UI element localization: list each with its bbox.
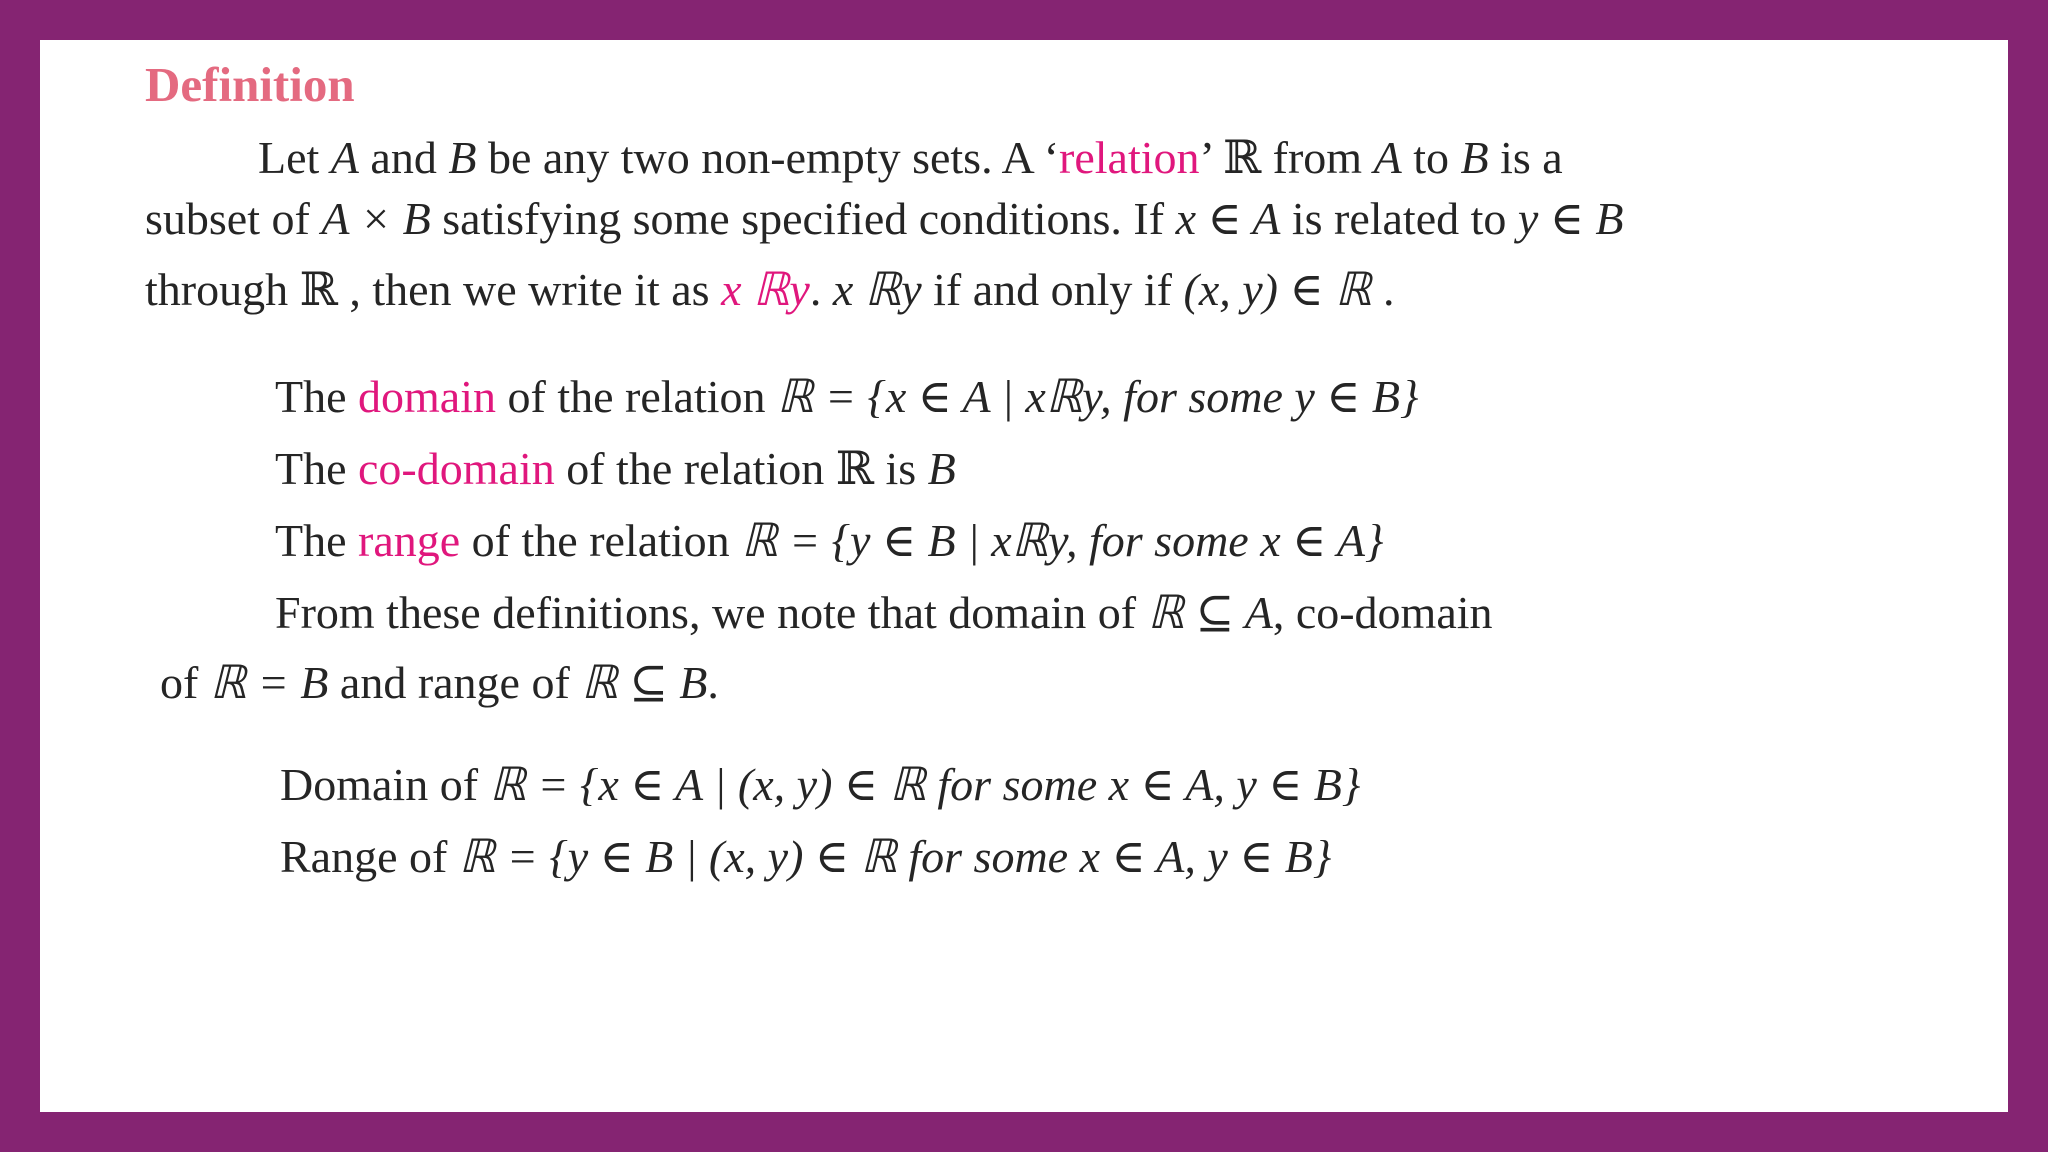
definition-line-3 (145, 262, 1395, 316)
math-y-in-b: y ∈ B (1517, 193, 1624, 244)
text: Let (258, 132, 331, 183)
text: satisfying some specified conditions. If (430, 193, 1176, 244)
math-relation-symbol: ℝ (1222, 130, 1262, 184)
term-co-domain: co-domain (358, 443, 555, 494)
text: subset of (145, 193, 322, 244)
text: if and only if (921, 264, 1184, 315)
text: . (809, 264, 833, 315)
text: of the relation ℝ is (554, 443, 928, 494)
definition-heading: Definition (145, 57, 355, 112)
text: from (1261, 132, 1374, 183)
slide-content (40, 40, 2008, 1112)
text: . (707, 657, 719, 708)
math-set-b: B (448, 132, 477, 183)
math-relation-symbol: ℝ (299, 262, 338, 316)
math-domain-formula: ℝ = {x ∈ A | (x, y) ∈ ℝ for some x ∈ A, y ∈ B} (489, 759, 1361, 810)
text: . (1371, 264, 1395, 315)
text: Range of (280, 831, 459, 882)
math-codomain-equal: ℝ = B (209, 657, 329, 708)
text: , co-domain (1272, 587, 1493, 638)
math-x-in-a: x ∈ A (1175, 193, 1281, 244)
math-set-a: A (1373, 132, 1402, 183)
text: of (160, 657, 210, 708)
math-range-set: ℝ = {y ∈ B | xℝy, for some x ∈ A} (741, 515, 1384, 566)
text: is a (1488, 132, 1563, 183)
domain-definition (275, 371, 1419, 422)
math-domain-subset: ℝ ⊆ A (1147, 587, 1273, 638)
range-definition (275, 515, 1384, 566)
text: is related to (1280, 193, 1518, 244)
text: From these definitions, we note that domain of (275, 587, 1148, 638)
text: of the relation (496, 371, 778, 422)
definition-line-2 (145, 193, 1624, 244)
note-line-1 (275, 587, 1493, 638)
text: be any two non-empty sets. A ‘ (476, 132, 1060, 183)
text: The (275, 515, 359, 566)
note-line-2 (160, 657, 719, 708)
text: Domain of (280, 759, 490, 810)
range-set-formula (280, 831, 1332, 882)
text: The (275, 371, 359, 422)
text: through (145, 264, 300, 315)
math-set-b: B (927, 443, 956, 494)
text: The (275, 443, 359, 494)
codomain-definition (275, 443, 956, 494)
term-range: range (358, 515, 461, 566)
math-set-a: A (330, 132, 359, 183)
math-pair-in-r: (x, y) ∈ ℝ (1183, 264, 1372, 315)
math-cartesian-product: A × B (321, 193, 431, 244)
math-range-formula: ℝ = {y ∈ B | (x, y) ∈ ℝ for some x ∈ A, y ∈ B} (458, 831, 1332, 882)
text: ’ (1199, 132, 1223, 183)
math-set-b: B (1460, 132, 1489, 183)
text: of the relation (460, 515, 742, 566)
term-domain: domain (358, 371, 496, 422)
math-domain-set: ℝ = {x ∈ A | xℝy, for some y ∈ B} (777, 371, 1419, 422)
text: and (358, 132, 449, 183)
text: and range of (328, 657, 582, 708)
term-relation: relation (1059, 132, 1200, 183)
math-range-subset: ℝ ⊆ B (581, 657, 708, 708)
domain-set-formula (280, 759, 1361, 810)
definition-line-1 (258, 130, 1563, 184)
text: to (1401, 132, 1461, 183)
math-x-r-y: x ℝy (832, 264, 922, 315)
text: , then we write it as (337, 264, 722, 315)
math-x-r-y-highlight: x ℝy (721, 264, 810, 315)
